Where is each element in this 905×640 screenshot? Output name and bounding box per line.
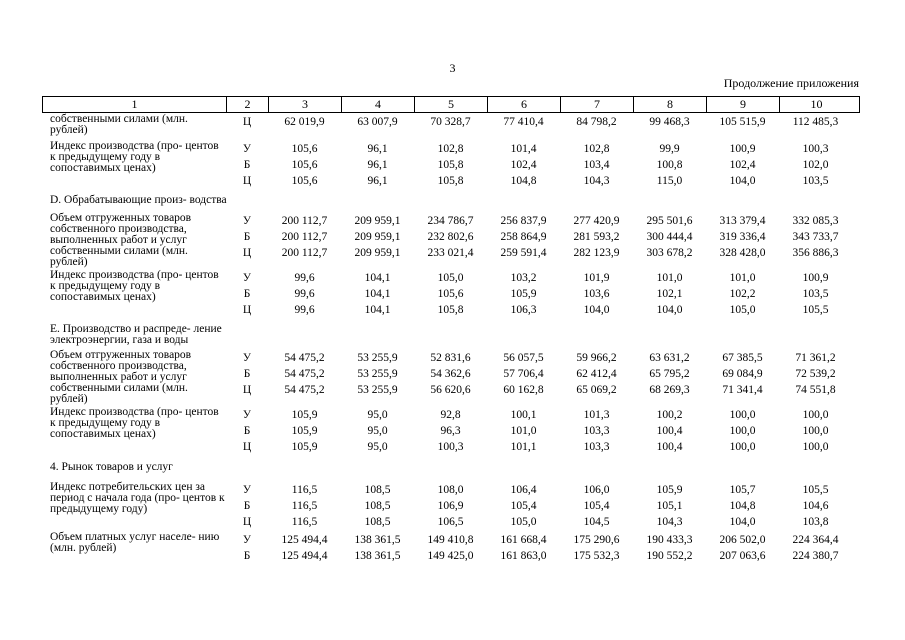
value-cell: 71 341,4 <box>722 383 763 396</box>
value-cell: 99,6 <box>294 287 315 300</box>
value-cell: 200 112,7 <box>281 230 328 243</box>
table-row <box>226 366 860 382</box>
value-cell: 100,0 <box>802 424 829 437</box>
scenario-code: Ц <box>242 246 252 259</box>
value-cell: 295 501,6 <box>646 214 693 227</box>
value-cell: 103,8 <box>802 515 829 528</box>
table-row <box>226 213 860 229</box>
value-cell: 105,0 <box>729 303 756 316</box>
value-cell: 104,1 <box>364 303 391 316</box>
value-cell: 95,0 <box>367 440 388 453</box>
value-cell: 103,6 <box>583 287 610 300</box>
value-cell: 259 591,4 <box>500 246 547 259</box>
value-cell: 101,0 <box>729 271 756 284</box>
value-cell: 108,5 <box>364 483 391 496</box>
value-cell: 105,6 <box>291 174 318 187</box>
value-cell: 100,9 <box>802 271 829 284</box>
value-cell: 100,0 <box>729 408 756 421</box>
scenario-code: Б <box>243 230 251 243</box>
scenario-code: У <box>242 142 252 155</box>
value-cell: 282 123,9 <box>573 246 620 259</box>
value-cell: 104,0 <box>583 303 610 316</box>
value-cell: 232 802,6 <box>427 230 474 243</box>
value-cell: 224 364,4 <box>792 533 839 546</box>
value-cell: 99,6 <box>294 271 315 284</box>
value-cell: 56 057,5 <box>503 351 544 364</box>
value-cell: 105,6 <box>291 142 318 155</box>
value-cell: 67 385,5 <box>722 351 763 364</box>
value-cell: 106,3 <box>510 303 537 316</box>
scenario-code: У <box>242 533 252 546</box>
header-col: 3 <box>269 97 342 112</box>
value-cell: 54 362,6 <box>430 367 471 380</box>
value-cell: 56 620,6 <box>430 383 471 396</box>
value-cell: 300 444,4 <box>646 230 693 243</box>
value-cell: 105,8 <box>437 158 464 171</box>
value-cell: 101,0 <box>510 424 537 437</box>
value-cell: 96,3 <box>440 424 461 437</box>
value-cell: 105,7 <box>729 483 756 496</box>
indicator-group <box>42 213 860 268</box>
value-cell: 101,1 <box>510 440 537 453</box>
value-cell: 65 795,2 <box>649 367 690 380</box>
value-cell: 161 863,0 <box>500 549 547 562</box>
value-cell: 224 380,7 <box>792 549 839 562</box>
value-cell: 175 532,3 <box>573 549 620 562</box>
page-number: 3 <box>449 61 456 75</box>
value-cell: 281 593,2 <box>573 230 620 243</box>
value-cell: 84 798,2 <box>576 115 617 128</box>
value-cell: 149 425,0 <box>427 549 474 562</box>
value-cell: 209 959,1 <box>354 246 401 259</box>
indicator-label: Индекс производства (про- центов к предыдущему году в сопоставимых ценах) <box>50 406 219 440</box>
scenario-code: Ц <box>242 515 252 528</box>
value-cell: 70 328,7 <box>430 115 471 128</box>
value-cell: 100,8 <box>656 158 683 171</box>
scenario-code: Б <box>243 158 251 171</box>
indicator-label: Индекс потребительских цен за период с начала года (про- центов к предыдущему году) <box>50 481 225 515</box>
value-cell: 100,0 <box>802 440 829 453</box>
scenario-code: У <box>242 351 252 364</box>
table-row <box>226 270 860 286</box>
value-cell: 100,4 <box>656 440 683 453</box>
value-cell: 106,9 <box>437 499 464 512</box>
value-cell: 96,1 <box>367 142 388 155</box>
header-col: 7 <box>561 97 634 112</box>
value-cell: 106,4 <box>510 483 537 496</box>
value-cell: 57 706,4 <box>503 367 544 380</box>
scenario-code: Б <box>243 499 251 512</box>
table-body <box>42 114 860 564</box>
value-cell: 190 433,3 <box>646 533 693 546</box>
table-row <box>226 514 860 530</box>
value-cell: 105,1 <box>656 499 683 512</box>
table-row <box>226 286 860 302</box>
value-cell: 125 494,4 <box>281 549 328 562</box>
value-cell: 72 539,2 <box>795 367 836 380</box>
value-cell: 71 361,2 <box>795 351 836 364</box>
value-cell: 63 631,2 <box>649 351 690 364</box>
value-cell: 234 786,7 <box>427 214 474 227</box>
table-header <box>42 96 860 113</box>
value-cell: 105 515,9 <box>719 115 766 128</box>
table-row <box>226 532 860 548</box>
value-cell: 102,0 <box>802 158 829 171</box>
indicator-group <box>42 407 860 455</box>
value-cell: 343 733,7 <box>792 230 839 243</box>
scenario-code: У <box>242 271 252 284</box>
value-cell: 102,8 <box>583 142 610 155</box>
value-cell: 103,4 <box>583 158 610 171</box>
value-cell: 99,9 <box>659 142 680 155</box>
value-cell: 54 475,2 <box>284 351 325 364</box>
table-row <box>226 245 860 261</box>
value-cell: 95,0 <box>367 424 388 437</box>
value-cell: 256 837,9 <box>500 214 547 227</box>
value-cell: 104,5 <box>583 515 610 528</box>
indicator-group <box>42 114 860 136</box>
scenario-code: Ц <box>242 174 252 187</box>
scenario-code: Б <box>243 549 251 562</box>
value-cell: 54 475,2 <box>284 367 325 380</box>
table-row <box>226 382 860 398</box>
scenario-code: Ц <box>242 115 252 128</box>
value-cell: 104,0 <box>656 303 683 316</box>
indicator-group <box>42 141 860 189</box>
value-cell: 104,8 <box>510 174 537 187</box>
value-cell: 116,5 <box>291 483 318 496</box>
value-cell: 106,0 <box>583 483 610 496</box>
value-cell: 138 361,5 <box>354 533 401 546</box>
value-cell: 105,0 <box>437 271 464 284</box>
value-cell: 103,5 <box>802 174 829 187</box>
value-cell: 95,0 <box>367 408 388 421</box>
value-cell: 313 379,4 <box>719 214 766 227</box>
header-col: 10 <box>810 97 823 111</box>
value-cell: 100,0 <box>802 408 829 421</box>
value-cell: 105,9 <box>291 424 318 437</box>
value-cell: 115,0 <box>656 174 683 187</box>
table-row <box>226 302 860 318</box>
section-heading: D. Обрабатывающие произ- водства <box>50 194 227 206</box>
value-cell: 65 069,2 <box>576 383 617 396</box>
value-cell: 96,1 <box>367 174 388 187</box>
value-cell: 277 420,9 <box>573 214 620 227</box>
value-cell: 99 468,3 <box>649 115 690 128</box>
value-cell: 53 255,9 <box>357 383 398 396</box>
scenario-code: Ц <box>242 383 252 396</box>
value-cell: 101,3 <box>583 408 610 421</box>
value-cell: 103,2 <box>510 271 537 284</box>
value-cell: 69 084,9 <box>722 367 763 380</box>
value-cell: 356 886,3 <box>792 246 839 259</box>
scenario-code: Ц <box>242 303 252 316</box>
value-cell: 105,6 <box>291 158 318 171</box>
value-cell: 100,0 <box>729 424 756 437</box>
indicator-label: Объем отгруженных товаров собственного производства, выполненных работ и услуг собственными силами (млн. рублей) <box>50 349 192 405</box>
value-cell: 108,5 <box>364 515 391 528</box>
value-cell: 100,4 <box>656 424 683 437</box>
value-cell: 62 412,4 <box>576 367 617 380</box>
value-cell: 105,8 <box>437 303 464 316</box>
header-col: 8 <box>634 97 707 112</box>
table-row <box>226 423 860 439</box>
value-cell: 207 063,6 <box>719 549 766 562</box>
header-col: 6 <box>488 97 561 112</box>
value-cell: 332 085,3 <box>792 214 839 227</box>
value-cell: 161 668,4 <box>500 533 547 546</box>
value-cell: 52 831,6 <box>430 351 471 364</box>
indicator-group <box>42 482 860 530</box>
value-cell: 104,3 <box>656 515 683 528</box>
value-cell: 100,0 <box>729 440 756 453</box>
value-cell: 62 019,9 <box>284 115 325 128</box>
value-cell: 108,5 <box>364 499 391 512</box>
value-cell: 96,1 <box>367 158 388 171</box>
value-cell: 200 112,7 <box>281 214 328 227</box>
value-cell: 103,3 <box>583 440 610 453</box>
indicator-label: собственными силами (млн. рублей) <box>50 113 188 136</box>
header-col: 9 <box>707 97 780 112</box>
header-col: 4 <box>342 97 415 112</box>
table-row <box>226 229 860 245</box>
value-cell: 319 336,4 <box>719 230 766 243</box>
value-cell: 104,6 <box>802 499 829 512</box>
section-heading: 4. Рынок товаров и услуг <box>50 461 173 473</box>
indicator-label: Объем платных услуг населе- нию (млн. рублей) <box>50 531 220 554</box>
value-cell: 105,5 <box>802 483 829 496</box>
value-cell: 102,1 <box>656 287 683 300</box>
table-row <box>226 439 860 455</box>
value-cell: 104,8 <box>729 499 756 512</box>
value-cell: 125 494,4 <box>281 533 328 546</box>
table-row <box>226 350 860 366</box>
value-cell: 328 428,0 <box>719 246 766 259</box>
table-row <box>226 548 860 564</box>
indicator-label: Индекс производства (про- центов к предыдущему году в сопоставимых ценах) <box>50 140 219 174</box>
value-cell: 116,5 <box>291 499 318 512</box>
value-cell: 54 475,2 <box>284 383 325 396</box>
value-cell: 175 290,6 <box>573 533 620 546</box>
indicator-label: Индекс производства (про- центов к предыдущему году в сопоставимых ценах) <box>50 269 219 303</box>
value-cell: 100,3 <box>437 440 464 453</box>
scenario-code: Ц <box>242 440 252 453</box>
continuation-caption: Продолжение приложения <box>723 76 859 90</box>
table-row <box>226 157 860 173</box>
value-cell: 116,5 <box>291 515 318 528</box>
value-cell: 200 112,7 <box>281 246 328 259</box>
value-cell: 102,4 <box>510 158 537 171</box>
value-cell: 104,0 <box>729 174 756 187</box>
value-cell: 104,0 <box>729 515 756 528</box>
value-cell: 149 410,8 <box>427 533 474 546</box>
value-cell: 303 678,2 <box>646 246 693 259</box>
value-cell: 209 959,1 <box>354 214 401 227</box>
scenario-code: Б <box>243 287 251 300</box>
value-cell: 100,1 <box>510 408 537 421</box>
table-row <box>226 173 860 189</box>
value-cell: 77 410,4 <box>503 115 544 128</box>
value-cell: 53 255,9 <box>357 351 398 364</box>
value-cell: 104,1 <box>364 287 391 300</box>
value-cell: 206 502,0 <box>719 533 766 546</box>
scenario-code: У <box>242 483 252 496</box>
value-cell: 101,0 <box>656 271 683 284</box>
value-cell: 101,4 <box>510 142 537 155</box>
value-cell: 105,8 <box>437 174 464 187</box>
value-cell: 102,8 <box>437 142 464 155</box>
value-cell: 106,5 <box>437 515 464 528</box>
value-cell: 100,3 <box>802 142 829 155</box>
value-cell: 105,9 <box>510 287 537 300</box>
table-row <box>226 407 860 423</box>
value-cell: 105,9 <box>291 408 318 421</box>
value-cell: 59 966,2 <box>576 351 617 364</box>
table-row <box>226 498 860 514</box>
table-row <box>226 482 860 498</box>
value-cell: 103,5 <box>802 287 829 300</box>
value-cell: 103,3 <box>583 424 610 437</box>
value-cell: 100,2 <box>656 408 683 421</box>
section-heading: E. Производство и распреде- ление электроэнергии, газа и воды <box>50 323 222 346</box>
indicator-group <box>42 350 860 405</box>
value-cell: 92,8 <box>440 408 461 421</box>
indicator-label: Объем отгруженных товаров собственного производства, выполненных работ и услуг собственными силами (млн. рублей) <box>50 212 192 268</box>
value-cell: 68 269,3 <box>649 383 690 396</box>
value-cell: 105,6 <box>437 287 464 300</box>
value-cell: 102,2 <box>729 287 756 300</box>
value-cell: 105,4 <box>583 499 610 512</box>
value-cell: 63 007,9 <box>357 115 398 128</box>
value-cell: 104,1 <box>364 271 391 284</box>
table-row <box>226 114 860 130</box>
value-cell: 105,4 <box>510 499 537 512</box>
value-cell: 100,9 <box>729 142 756 155</box>
value-cell: 190 552,2 <box>646 549 693 562</box>
header-col: 5 <box>415 97 488 112</box>
indicator-group <box>42 532 860 564</box>
value-cell: 112 485,3 <box>792 115 839 128</box>
value-cell: 233 021,4 <box>427 246 474 259</box>
value-cell: 258 864,9 <box>500 230 547 243</box>
scenario-code: У <box>242 408 252 421</box>
scenario-code: У <box>242 214 252 227</box>
value-cell: 60 162,8 <box>503 383 544 396</box>
value-cell: 74 551,8 <box>795 383 836 396</box>
value-cell: 209 959,1 <box>354 230 401 243</box>
scenario-code: Б <box>243 367 251 380</box>
value-cell: 104,3 <box>583 174 610 187</box>
value-cell: 138 361,5 <box>354 549 401 562</box>
value-cell: 102,4 <box>729 158 756 171</box>
value-cell: 105,9 <box>656 483 683 496</box>
value-cell: 105,9 <box>291 440 318 453</box>
value-cell: 108,0 <box>437 483 464 496</box>
scenario-code: Б <box>243 424 251 437</box>
value-cell: 53 255,9 <box>357 367 398 380</box>
indicator-group <box>42 270 860 318</box>
header-col: 1 <box>43 97 227 112</box>
header-col: 2 <box>227 97 269 112</box>
value-cell: 99,6 <box>294 303 315 316</box>
value-cell: 105,5 <box>802 303 829 316</box>
value-cell: 105,0 <box>510 515 537 528</box>
table-row <box>226 141 860 157</box>
value-cell: 101,9 <box>583 271 610 284</box>
